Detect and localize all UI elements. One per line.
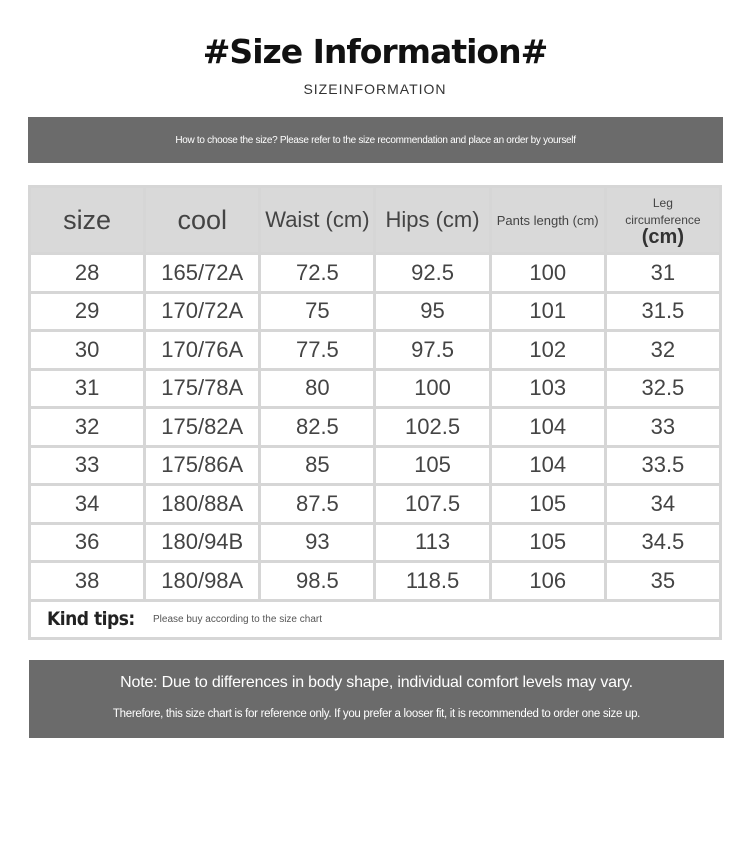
cell-leg: 34.5 (607, 525, 719, 561)
table-row (31, 448, 719, 484)
header-hips: Hips (cm) (376, 188, 488, 252)
cell-leg: 31.5 (607, 294, 719, 330)
header-leg-line2: circumference (625, 212, 701, 227)
cell-leg: 32 (607, 332, 719, 368)
cell-size: 31 (31, 371, 143, 407)
cell-cool: 180/94B (146, 525, 258, 561)
page-subtitle: SIZEINFORMATION (303, 81, 447, 97)
cell-pants-length: 105 (492, 486, 604, 522)
cell-waist: 85 (261, 448, 373, 484)
cell-leg: 35 (607, 563, 719, 599)
cell-hips: 107.5 (376, 486, 488, 522)
cell-leg: 31 (607, 255, 719, 291)
header-cool: cool (146, 188, 258, 252)
table-row (31, 525, 719, 561)
cell-hips: 118.5 (376, 563, 488, 599)
cell-size: 32 (31, 409, 143, 445)
page-title: #Size Information# (202, 32, 548, 71)
cell-leg: 33 (607, 409, 719, 445)
cell-pants-length: 101 (492, 294, 604, 330)
table-row (31, 332, 719, 368)
cell-hips: 102.5 (376, 409, 488, 445)
header-leg-unit: (cm) (641, 225, 684, 248)
table-header-row (31, 188, 719, 252)
kind-tips-text: Please buy according to the size chart (153, 613, 322, 625)
cell-cool: 170/72A (146, 294, 258, 330)
note-banner (29, 660, 724, 738)
cell-size: 30 (31, 332, 143, 368)
note-sub-text: Therefore, this size chart is for reference only. If you prefer a looser fit, it is recommended to order one size up. (112, 708, 641, 720)
cell-cool: 180/98A (146, 563, 258, 599)
banner-text: How to choose the size? Please refer to the size recommendation and place an order by yourself (175, 134, 576, 146)
cell-waist: 87.5 (261, 486, 373, 522)
size-table (28, 185, 722, 640)
table-row (31, 294, 719, 330)
kind-tips-row (31, 602, 719, 638)
size-guide-banner (28, 117, 723, 163)
cell-cool: 175/78A (146, 371, 258, 407)
table-row (31, 371, 719, 407)
kind-tips-cell (31, 602, 719, 638)
cell-leg: 34 (607, 486, 719, 522)
cell-waist: 80 (261, 371, 373, 407)
cell-waist: 98.5 (261, 563, 373, 599)
cell-size: 34 (31, 486, 143, 522)
cell-waist: 93 (261, 525, 373, 561)
cell-hips: 100 (376, 371, 488, 407)
cell-hips: 97.5 (376, 332, 488, 368)
cell-pants-length: 104 (492, 448, 604, 484)
cell-size: 36 (31, 525, 143, 561)
header-size: size (31, 188, 143, 252)
cell-pants-length: 106 (492, 563, 604, 599)
cell-cool: 175/82A (146, 409, 258, 445)
header-waist: Waist (cm) (261, 188, 373, 252)
cell-pants-length: 100 (492, 255, 604, 291)
cell-hips: 95 (376, 294, 488, 330)
kind-tips-label: Kind tips: (47, 607, 135, 630)
cell-hips: 92.5 (376, 255, 488, 291)
cell-cool: 165/72A (146, 255, 258, 291)
cell-pants-length: 103 (492, 371, 604, 407)
cell-waist: 82.5 (261, 409, 373, 445)
cell-size: 29 (31, 294, 143, 330)
cell-cool: 175/86A (146, 448, 258, 484)
cell-waist: 77.5 (261, 332, 373, 368)
cell-hips: 105 (376, 448, 488, 484)
header-leg-circumference (607, 188, 719, 252)
cell-cool: 180/88A (146, 486, 258, 522)
cell-size: 33 (31, 448, 143, 484)
cell-waist: 75 (261, 294, 373, 330)
header-pants-length: Pants length (cm) (492, 188, 604, 252)
cell-size: 28 (31, 255, 143, 291)
cell-pants-length: 104 (492, 409, 604, 445)
cell-pants-length: 105 (492, 525, 604, 561)
cell-cool: 170/76A (146, 332, 258, 368)
table-row (31, 563, 719, 599)
table-row (31, 255, 719, 291)
cell-waist: 72.5 (261, 255, 373, 291)
header-leg-line1: Leg (652, 195, 673, 210)
table-row (31, 409, 719, 445)
note-main-text: Note: Due to differences in body shape, individual comfort levels may vary. (120, 674, 633, 691)
cell-leg: 33.5 (607, 448, 719, 484)
cell-pants-length: 102 (492, 332, 604, 368)
cell-size: 38 (31, 563, 143, 599)
table-row (31, 486, 719, 522)
cell-hips: 113 (376, 525, 488, 561)
cell-leg: 32.5 (607, 371, 719, 407)
